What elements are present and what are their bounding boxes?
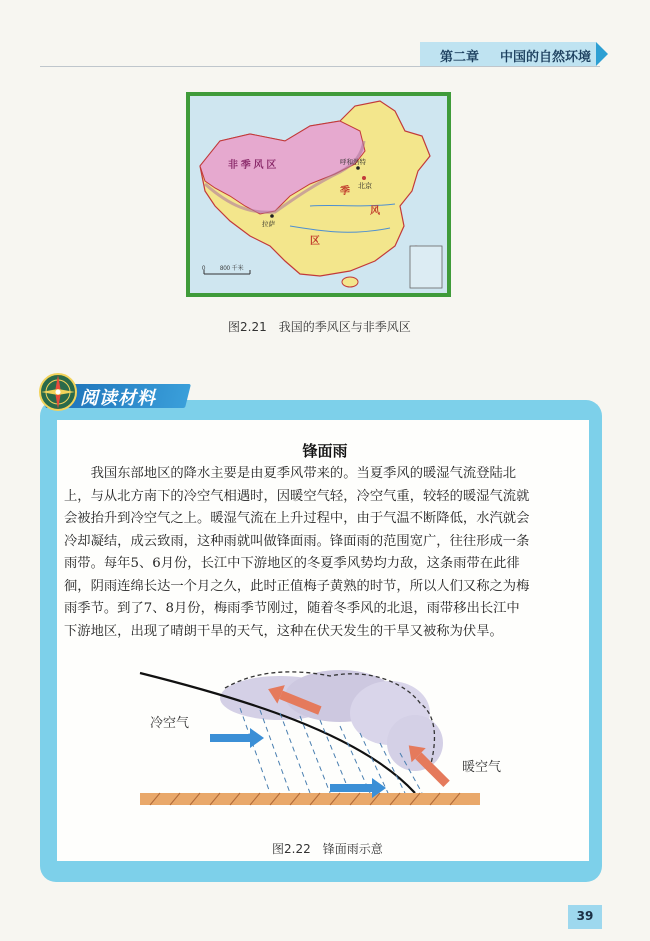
body-line: 冷却凝结，成云致雨，这种雨就叫做锋面雨。锋面雨的范围宽广，往往形成一条: [64, 533, 530, 549]
header-arrow-icon: [596, 42, 608, 66]
body-line: 上，与从北方南下的冷空气相遇时，因暖空气轻，冷空气重，较轻的暖湿气流就: [64, 488, 530, 504]
body-line: 雨带。每年5、6月份，长江中下游地区的冬夏季风势均力敌，这条雨带在此徘: [64, 556, 520, 571]
lhasa-label: 拉萨: [262, 221, 275, 228]
article-body: [64, 463, 584, 643]
monsoon-label-1: 季: [340, 186, 350, 197]
cold-air-arrow-icon: [210, 728, 264, 748]
beijing-label: 北京: [358, 183, 372, 190]
body-line: 徊，阴雨连绵长达一个月之久，此时正值梅子黄熟的时节，所以人们又称之为梅: [64, 578, 530, 594]
compass-icon: [38, 372, 78, 412]
chapter-title: 中国的自然环境: [500, 50, 592, 65]
china-map-graphic: [190, 96, 447, 293]
warm-air-label: 暖空气: [462, 760, 502, 775]
cloud-shape: [220, 670, 443, 771]
diagram-caption: 图2.22 锋面雨示意: [272, 842, 383, 856]
non-monsoon-label: 非 季 风 区: [228, 160, 277, 171]
reading-banner-label: 阅读材料: [80, 388, 156, 409]
scale-zero: 0: [202, 266, 206, 272]
monsoon-map: [186, 92, 451, 297]
monsoon-label-3: 区: [310, 236, 320, 247]
map-canvas: [190, 96, 447, 293]
hohhot-label: 呼和浩特: [340, 159, 366, 166]
body-line: 下游地区，出现了晴朗干旱的天气，这种在伏天发生的干旱又被称为伏旱。: [64, 623, 503, 639]
body-line: 雨季节。到了7、8月份，梅雨季节刚过，随着冬季风的北退，雨带移出长江中: [64, 601, 520, 616]
body-line: 我国东部地区的降水主要是由夏季风带来的。当夏季风的暖湿气流登陆北: [64, 466, 517, 481]
map-caption: 图2.21 我国的季风区与非季风区: [228, 320, 411, 334]
header-divider: [40, 66, 600, 67]
monsoon-label-2: 风: [370, 206, 380, 217]
body-line: 会被抬升到冷空气之上。暖湿气流在上升过程中，由于气温不断降低，水汽就会: [64, 511, 530, 526]
article-title: 锋面雨: [302, 442, 348, 460]
scale-800: 800 千米: [220, 266, 244, 272]
cold-air-label: 冷空气: [150, 716, 190, 731]
chapter-label: 第二章: [440, 50, 480, 65]
frontal-rain-diagram: [130, 658, 490, 808]
page-number: 39: [576, 909, 594, 923]
